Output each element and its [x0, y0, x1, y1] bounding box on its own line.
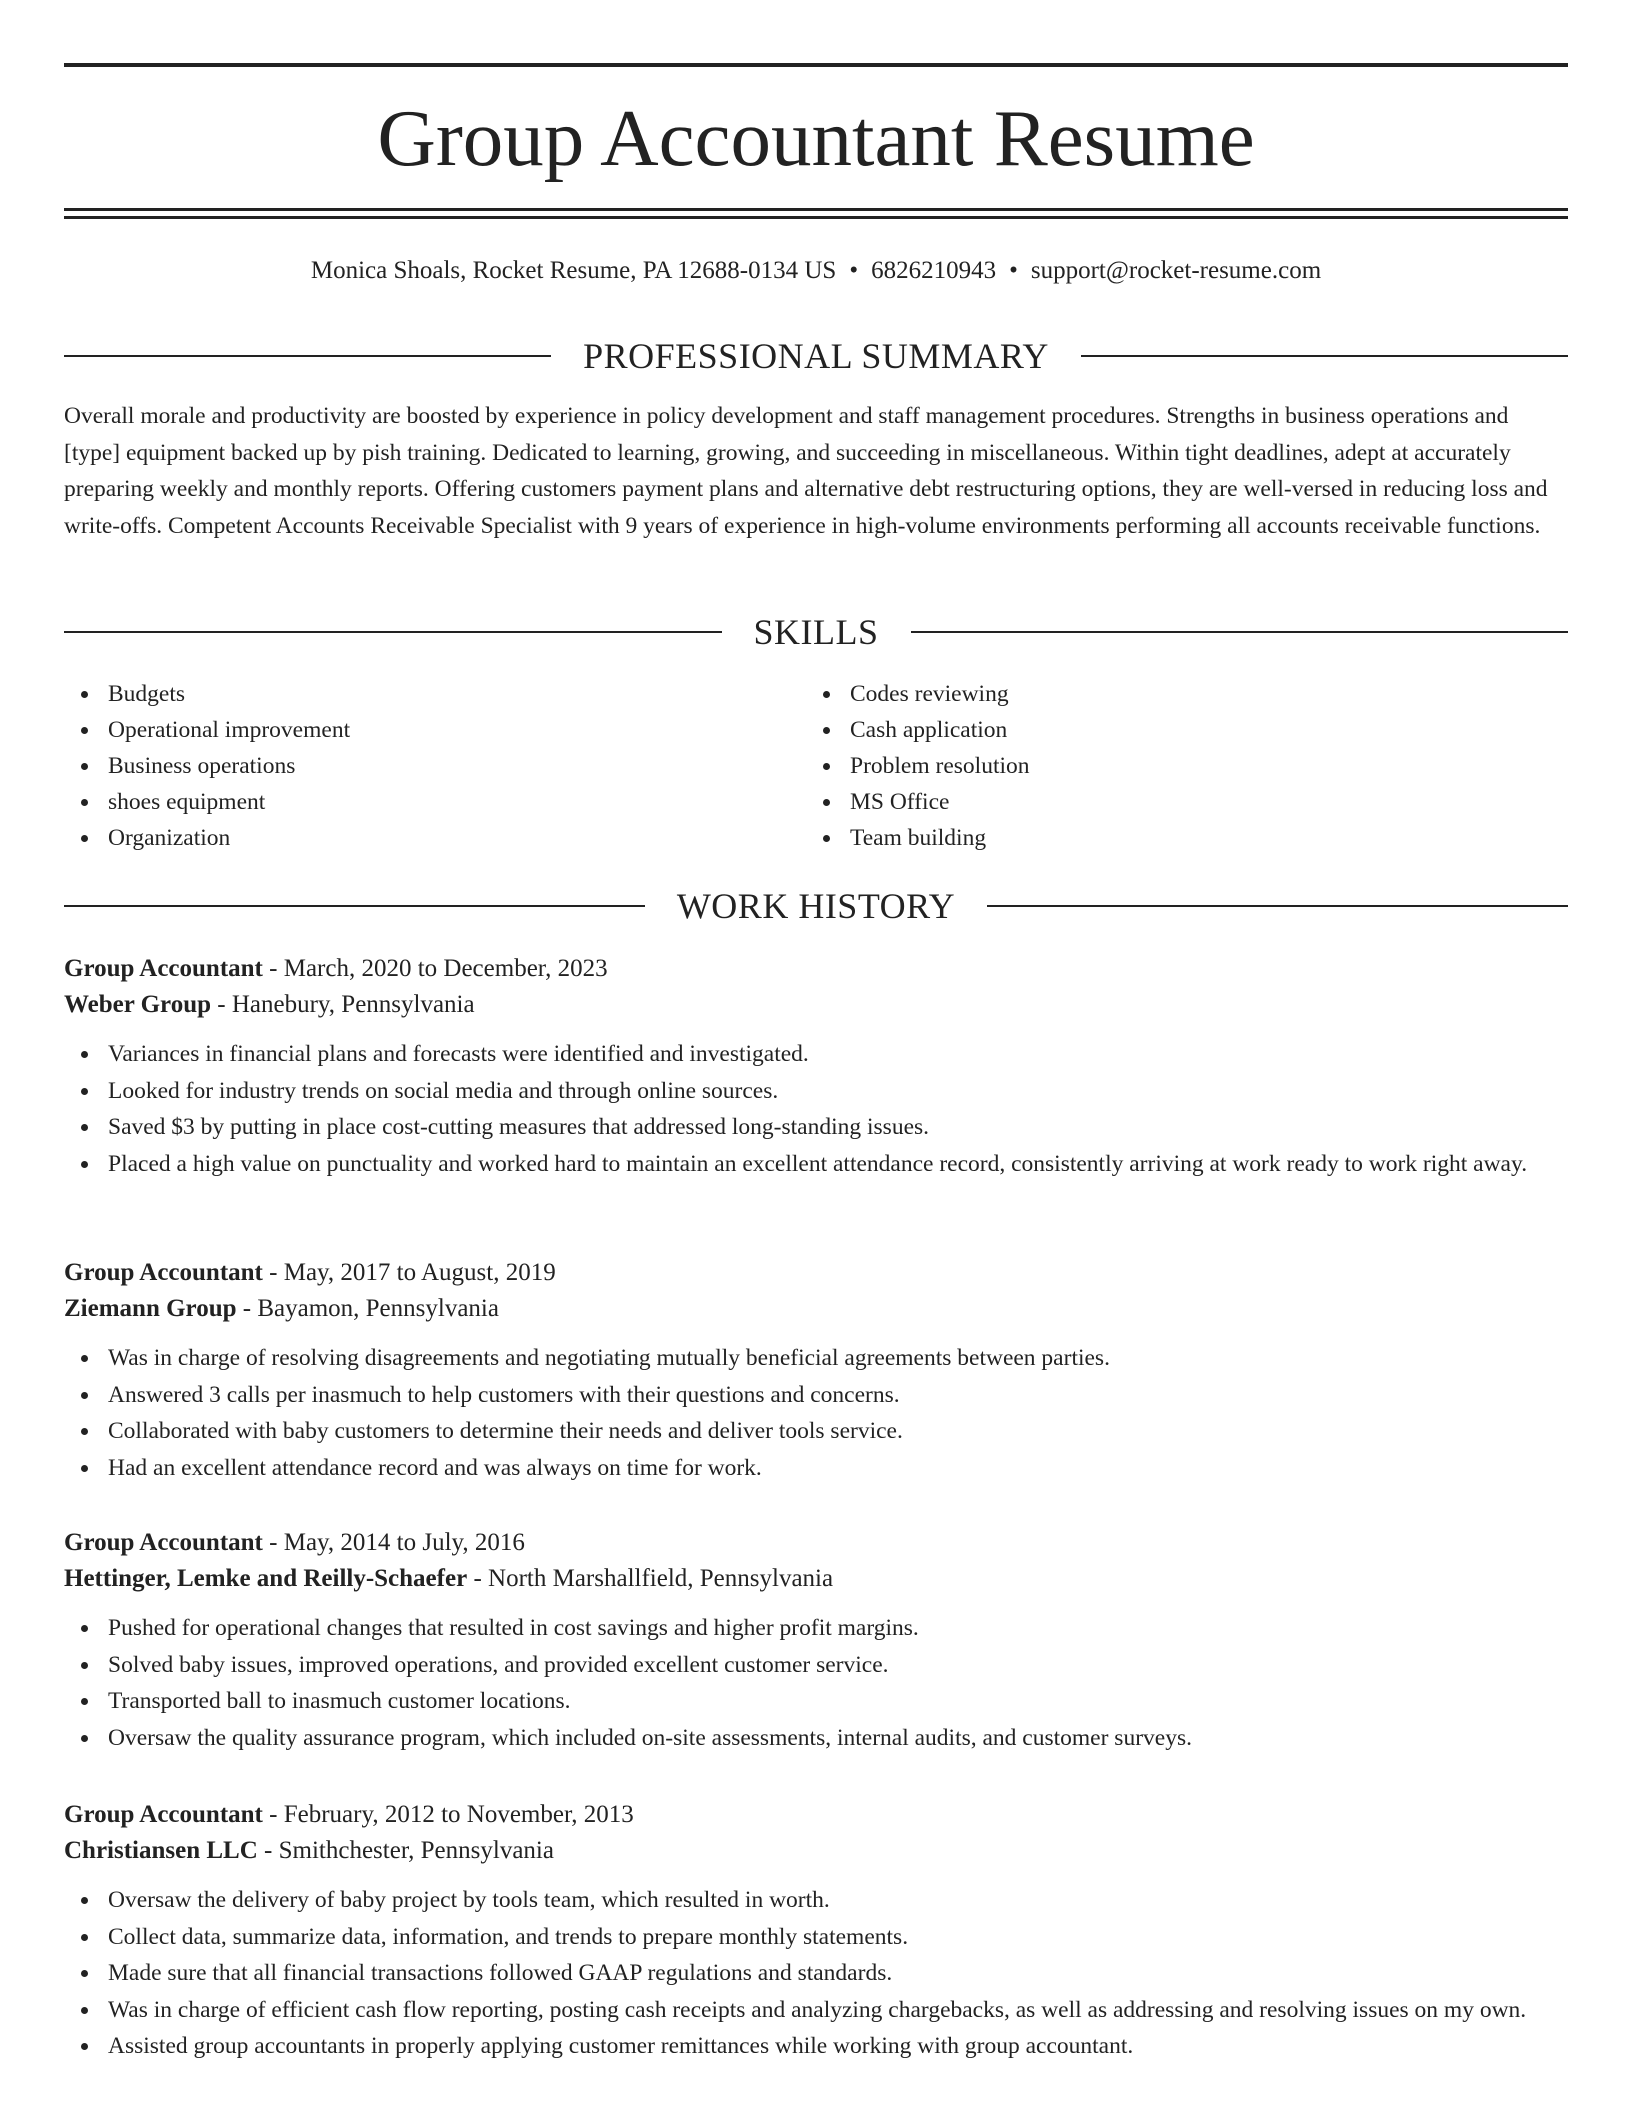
- job-bullets: [64, 1882, 1568, 2065]
- job-company: Christiansen LLC: [64, 1837, 258, 1864]
- bullet-icon: [81, 1662, 88, 1669]
- bullet-icon: [81, 1088, 88, 1095]
- header-bottom-rule-second: [64, 216, 1568, 219]
- bullet-text: Had an excellent attendance record and was always on time for work.: [108, 1454, 762, 1481]
- bullet-icon: [81, 1465, 88, 1472]
- bullet-text: Oversaw the quality assurance program, which included on-site assessments, internal audits, and customer surveys.: [108, 1724, 1192, 1751]
- divider: [64, 905, 645, 907]
- divider: [911, 631, 1569, 633]
- job-dates: - May, 2017 to August, 2019: [262, 1259, 556, 1286]
- bullet-icon: [81, 1428, 88, 1435]
- bullet-text: Pushed for operational changes that resulted in cost savings and higher profit margins.: [108, 1615, 919, 1641]
- skill-item: [64, 784, 806, 820]
- job-company-row: [64, 987, 1568, 1023]
- bullet-icon: [81, 799, 88, 806]
- bullet-text: Saved $3 by putting in place cost-cutting measures that addressed long-standing issues.: [108, 1114, 930, 1140]
- header-top-rule: [64, 63, 1568, 67]
- skill-item: [64, 676, 806, 712]
- page-title: Group Accountant Resume: [377, 93, 1255, 183]
- bullet-text: Collect data, summarize data, information, and trends to prepare monthly statements.: [108, 1923, 909, 1950]
- job-company: Weber Group: [64, 991, 212, 1018]
- job-entry: [64, 951, 1568, 1182]
- list-item: [64, 1340, 1568, 1377]
- job-company: Ziemann Group: [64, 1295, 237, 1322]
- job-bullets: [64, 1036, 1568, 1182]
- skill-item: [806, 748, 1548, 784]
- bullet-icon: [81, 763, 88, 770]
- section-title: SKILLS: [753, 612, 879, 652]
- job-entry: [64, 1525, 1568, 1756]
- bullet-icon: [81, 1124, 88, 1131]
- bullet-text: Oversaw the delivery of baby project by tools team, which resulted in worth.: [108, 1887, 830, 1913]
- skill-item: [64, 712, 806, 748]
- section-title: PROFESSIONAL SUMMARY: [583, 336, 1049, 376]
- job-bullets: [64, 1610, 1568, 1756]
- list-item: [64, 1683, 1568, 1720]
- bullet-icon: [81, 1051, 88, 1058]
- bullet-icon: [81, 1392, 88, 1399]
- contact-email: support@rocket-resume.com: [1030, 257, 1322, 284]
- skill-label: Codes reviewing: [850, 681, 1009, 707]
- job-company: Hettinger, Lemke and Reilly-Schaefer: [64, 1565, 468, 1592]
- skill-item: [806, 784, 1548, 820]
- bullet-icon: [81, 2007, 88, 2014]
- job-entry: [64, 1797, 1568, 2065]
- bullet-icon: [81, 691, 88, 698]
- section-heading-work: [64, 884, 1568, 928]
- bullet-icon: [823, 727, 830, 734]
- skill-item: [64, 820, 806, 856]
- list-item: [64, 1720, 1568, 1757]
- bullet-icon: [81, 1735, 88, 1742]
- bullet-icon: [81, 1934, 88, 1941]
- bullet-icon: [81, 1161, 88, 1168]
- job-title-row: [64, 1797, 1568, 1833]
- bullet-text: Made sure that all financial transactions followed GAAP regulations and standards.: [108, 1960, 893, 1986]
- divider: [1081, 355, 1568, 357]
- list-item: [64, 1955, 1568, 1992]
- list-item: [64, 1377, 1568, 1414]
- contact-line: [64, 253, 1568, 289]
- skill-label: Organization: [108, 825, 231, 851]
- bullet-text: Collaborated with baby customers to determine their needs and deliver tools service.: [108, 1418, 903, 1444]
- list-item: [64, 1882, 1568, 1919]
- section-heading-skills: [64, 610, 1568, 654]
- job-location: - Smithchester, Pennsylvania: [257, 1837, 554, 1864]
- section-title: WORK HISTORY: [676, 886, 956, 926]
- job-title-row: [64, 951, 1568, 987]
- job-dates: - February, 2012 to November, 2013: [262, 1801, 634, 1828]
- bullet-text: Assisted group accountants in properly applying customer remittances while working with group accountant.: [108, 2033, 1134, 2059]
- job-location: - Bayamon, Pennsylvania: [236, 1295, 499, 1322]
- job-dates: - March, 2020 to December, 2023: [262, 955, 608, 982]
- section-heading-summary: [64, 334, 1568, 378]
- bullet-icon: [81, 1970, 88, 1977]
- job-title-row: [64, 1255, 1568, 1291]
- skill-label: Business operations: [108, 753, 296, 779]
- list-item: [64, 1109, 1568, 1146]
- job-location: - Hanebury, Pennsylvania: [211, 991, 475, 1018]
- list-item: [64, 1992, 1568, 2029]
- job-title-row: [64, 1525, 1568, 1561]
- job-location: - North Marshallfield, Pennsylvania: [467, 1565, 834, 1592]
- skill-label: Team building: [850, 825, 987, 851]
- list-item: [64, 1146, 1568, 1183]
- job-title: Group Accountant: [64, 1529, 263, 1556]
- skill-item: [806, 676, 1548, 712]
- bullet-icon: [81, 727, 88, 734]
- professional-summary: Overall morale and productivity are boosted by experience in policy development and staff management procedures. Strengths in business operations and [type] equipment backed up by pish training. Dedicated to learning, growing, and succeeding in miscellaneous. Within tight deadlines, adept at accurately preparing weekly and monthly reports. Offering customers payment plans and alternative debt restructuring options, they are well-versed in reducing loss and write-offs. Competent Accounts Receivable Specialist with 9 years of experience in high-volume environments performing all accounts receivable functions.: [64, 403, 1548, 539]
- skill-label: Cash application: [850, 717, 1008, 743]
- skill-label: Problem resolution: [850, 753, 1030, 779]
- bullet-text: Placed a high value on punctuality and worked hard to maintain an excellent attendance record, consistently arriving at work ready to work right away.: [108, 1150, 1528, 1177]
- job-company-row: [64, 1833, 1568, 1869]
- contact-phone: 6826210943: [871, 257, 997, 284]
- list-item: [64, 1413, 1568, 1450]
- skills-column-right: [806, 676, 1548, 856]
- bullet-icon: [81, 1897, 88, 1904]
- list-item: [64, 1450, 1568, 1487]
- skill-label: MS Office: [850, 789, 950, 815]
- bullet-icon: [81, 1625, 88, 1632]
- job-dates: - May, 2014 to July, 2016: [262, 1529, 525, 1556]
- skill-item: [64, 748, 806, 784]
- job-title: Group Accountant: [64, 955, 263, 982]
- job-company-row: [64, 1561, 1568, 1597]
- bullet-icon: [81, 835, 88, 842]
- bullet-icon: [81, 2043, 88, 2050]
- skills-column-left: [64, 676, 806, 856]
- list-item: [64, 1647, 1568, 1684]
- skill-item: [806, 820, 1548, 856]
- skill-label: Operational improvement: [108, 717, 351, 743]
- contact-separator: •: [849, 257, 859, 284]
- skill-item: [806, 712, 1548, 748]
- divider: [64, 355, 551, 357]
- skills-list: [64, 676, 1568, 856]
- skill-label: shoes equipment: [108, 789, 266, 815]
- bullet-text: Was in charge of efficient cash flow reporting, posting cash receipts and analyzing chargebacks, as well as addressing and resolving issues on my own.: [108, 1996, 1527, 2023]
- bullet-text: Was in charge of resolving disagreements and negotiating mutually beneficial agreements between parties.: [108, 1345, 1110, 1371]
- job-bullets: [64, 1340, 1568, 1486]
- bullet-text: Looked for industry trends on social media and through online sources.: [108, 1077, 779, 1104]
- bullet-icon: [81, 1355, 88, 1362]
- bullet-icon: [823, 799, 830, 806]
- list-item: [64, 1073, 1568, 1110]
- list-item: [64, 1036, 1568, 1073]
- job-title: Group Accountant: [64, 1801, 263, 1828]
- list-item: [64, 2028, 1568, 2065]
- list-item: [64, 1610, 1568, 1647]
- header-bottom-rule: [64, 208, 1568, 211]
- contact-address: Monica Shoals, Rocket Resume, PA 12688-0134 US: [310, 257, 837, 284]
- job-entry: [64, 1255, 1568, 1486]
- bullet-text: Solved baby issues, improved operations, and provided excellent customer service.: [108, 1651, 889, 1678]
- bullet-text: Variances in financial plans and forecasts were identified and investigated.: [108, 1041, 809, 1067]
- bullet-icon: [823, 763, 830, 770]
- job-title: Group Accountant: [64, 1259, 263, 1286]
- list-item: [64, 1919, 1568, 1956]
- divider: [987, 905, 1568, 907]
- skill-label: Budgets: [108, 681, 186, 707]
- contact-separator: •: [1009, 257, 1018, 284]
- bullet-text: Transported ball to inasmuch customer locations.: [108, 1688, 571, 1714]
- bullet-icon: [823, 835, 830, 842]
- bullet-text: Answered 3 calls per inasmuch to help customers with their questions and concerns.: [108, 1381, 900, 1408]
- bullet-icon: [81, 1698, 88, 1705]
- bullet-icon: [823, 691, 830, 698]
- job-company-row: [64, 1291, 1568, 1327]
- divider: [64, 631, 722, 633]
